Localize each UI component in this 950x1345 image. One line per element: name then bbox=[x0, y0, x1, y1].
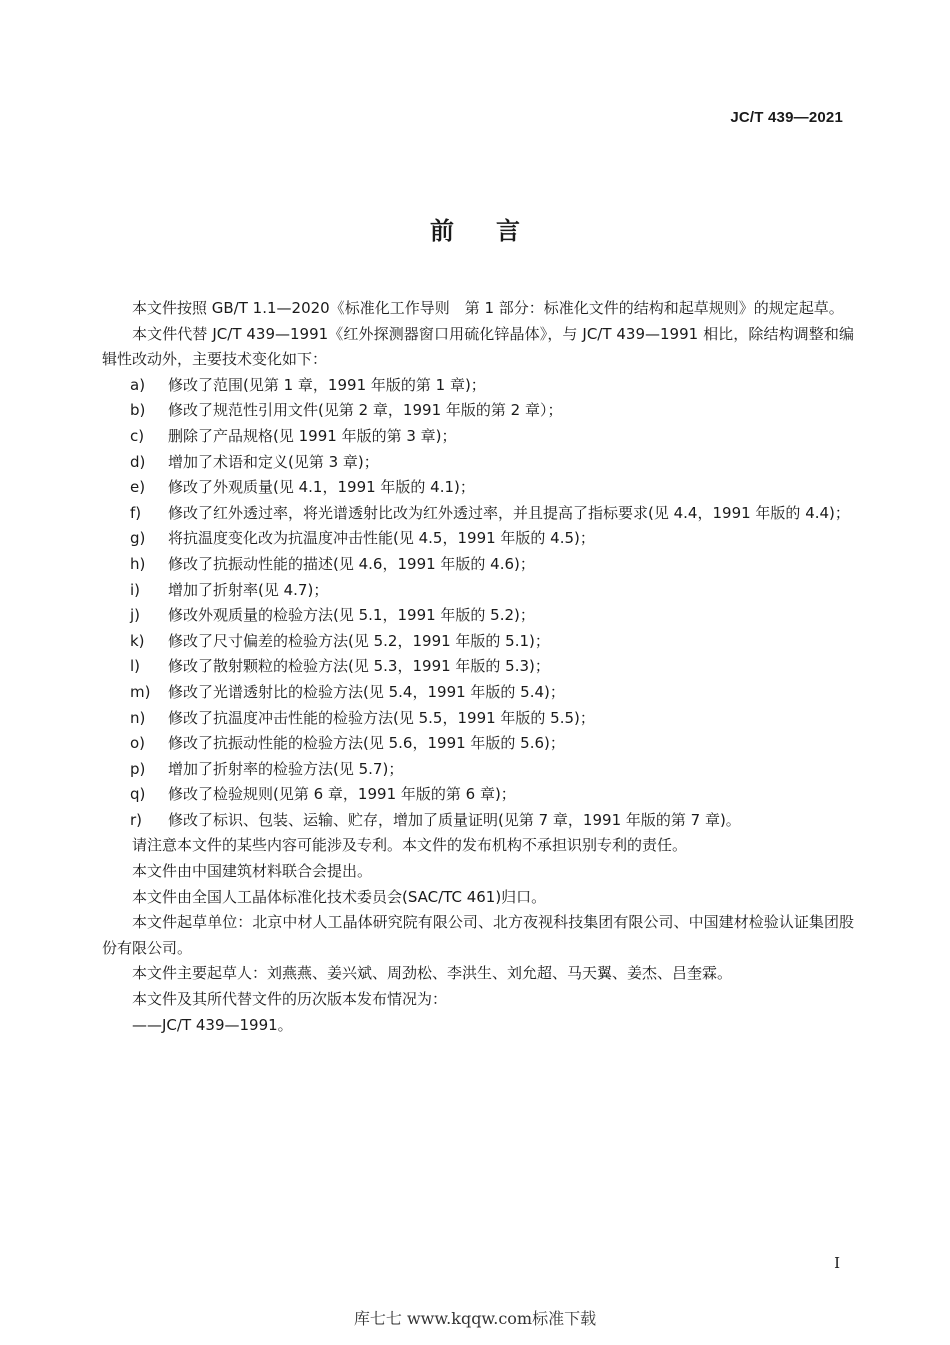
list-item bbox=[102, 731, 854, 757]
foreword-body bbox=[102, 296, 854, 1038]
list-marker: d) bbox=[130, 452, 146, 471]
list-marker: g) bbox=[130, 529, 146, 548]
list-item-text: 删除了产品规格(见 1991 年版的第 3 章)； bbox=[168, 426, 457, 445]
committee-statement: 本文件由全国人工晶体标准化技术委员会(SAC/TC 461)归口。 bbox=[132, 887, 547, 906]
intro-paragraph: 本文件按照 GB/T 1.1—2020《标准化工作导则 第 1 部分：标准化文件的结构和起草规则》的规定起草。 bbox=[132, 299, 844, 317]
list-item-text: 修改了范围(见第 1 章，1991 年版的第 1 章)； bbox=[168, 375, 486, 394]
list-marker: a) bbox=[130, 375, 146, 394]
list-item bbox=[102, 808, 854, 834]
list-item-text: 修改了光谱透射比的检验方法(见 5.4，1991 年版的 5.4)； bbox=[168, 682, 565, 701]
list-item bbox=[102, 654, 854, 680]
list-item-text: 修改了尺寸偏差的检验方法(见 5.2，1991 年版的 5.1)； bbox=[168, 631, 550, 650]
list-marker: m) bbox=[130, 682, 151, 701]
list-marker: i) bbox=[130, 580, 141, 599]
list-marker: p) bbox=[130, 759, 146, 778]
list-item-text: 修改了散射颗粒的检验方法(见 5.3，1991 年版的 5.3)； bbox=[168, 657, 550, 676]
drafting-units: 本文件起草单位：北京中材人工晶体研究院有限公司、北方夜视科技集团有限公司、中国建材检验认证集团股份有限公司。 bbox=[102, 913, 854, 957]
list-item-text: 修改了外观质量(见 4.1，1991 年版的 4.1)； bbox=[168, 478, 475, 497]
list-item bbox=[102, 629, 854, 655]
list-marker: h) bbox=[130, 554, 146, 573]
list-item-text: 修改了抗振动性能的检验方法(见 5.6，1991 年版的 5.6)； bbox=[168, 734, 565, 753]
list-item bbox=[102, 475, 854, 501]
watermark-footer: 库七七 www.kqqw.com标准下载 bbox=[353, 1309, 597, 1328]
patent-notice: 请注意本文件的某些内容可能涉及专利。本文件的发布机构不承担识别专利的责任。 bbox=[132, 836, 688, 855]
list-item-text: 增加了折射率的检验方法(见 5.7)； bbox=[168, 759, 404, 778]
list-item bbox=[102, 526, 854, 552]
version-history-intro: 本文件及其所代替文件的历次版本发布情况为： bbox=[132, 990, 448, 1009]
list-item-text: 修改了抗温度冲击性能的检验方法(见 5.5，1991 年版的 5.5)； bbox=[168, 708, 595, 727]
list-marker: l) bbox=[130, 657, 141, 676]
page-title: 前言 bbox=[430, 217, 562, 245]
proposer-statement: 本文件由中国建筑材料联合会提出。 bbox=[132, 862, 373, 881]
list-item bbox=[102, 398, 854, 424]
list-marker: o) bbox=[130, 734, 146, 753]
list-item bbox=[102, 782, 854, 808]
list-item-text: 增加了术语和定义(见第 3 章)； bbox=[168, 452, 379, 471]
list-item-text: 将抗温度变化改为抗温度冲击性能(见 4.5，1991 年版的 4.5)； bbox=[168, 529, 595, 548]
list-item-text: 修改了检验规则(见第 6 章，1991 年版的第 6 章)； bbox=[168, 785, 516, 804]
page-number: I bbox=[834, 1254, 840, 1272]
version-history-item: ——JC/T 439—1991。 bbox=[132, 1015, 293, 1034]
list-marker: k) bbox=[130, 631, 145, 650]
list-item-text: 修改外观质量的检验方法(见 5.1，1991 年版的 5.2)； bbox=[168, 606, 535, 625]
list-item bbox=[102, 373, 854, 399]
list-item-text: 修改了抗振动性能的描述(见 4.6，1991 年版的 4.6)； bbox=[168, 554, 535, 573]
list-item bbox=[102, 424, 854, 450]
list-item bbox=[102, 450, 854, 476]
list-item bbox=[102, 680, 854, 706]
list-item bbox=[102, 552, 854, 578]
list-item bbox=[102, 603, 854, 629]
list-marker: c) bbox=[130, 426, 145, 445]
list-item bbox=[102, 578, 854, 604]
list-item bbox=[102, 501, 854, 527]
list-marker: e) bbox=[130, 478, 146, 497]
list-item-text: 修改了红外透过率，将光谱透射比改为红外透过率，并且提高了指标要求(见 4.4，1991 年版的 4.4)； bbox=[168, 503, 850, 522]
list-item-text: 修改了规范性引用文件(见第 2 章，1991 年版的第 2 章）； bbox=[168, 401, 563, 420]
list-item-text: 增加了折射率(见 4.7)； bbox=[168, 580, 329, 599]
technical-changes-list bbox=[102, 373, 854, 834]
list-marker: q) bbox=[130, 785, 146, 804]
standard-code: JC/T 439—2021 bbox=[730, 109, 843, 126]
list-item-text: 修改了标识、包装、运输、贮存，增加了质量证明(见第 7 章，1991 年版的第 7 章)。 bbox=[168, 810, 741, 829]
list-marker: r) bbox=[130, 810, 143, 829]
list-marker: j) bbox=[130, 606, 141, 625]
list-item bbox=[102, 757, 854, 783]
main-drafters: 本文件主要起草人：刘燕燕、姜兴斌、周劲松、李洪生、刘允超、马天翼、姜杰、吕奎霖。 bbox=[132, 964, 733, 983]
list-marker: b) bbox=[130, 401, 146, 420]
list-marker: f) bbox=[130, 503, 142, 522]
intro-paragraph: 本文件代替 JC/T 439—1991《红外探测器窗口用硫化锌晶体》，与 JC/T 439—1991 相比，除结构调整和编辑性改动外，主要技术变化如下： bbox=[102, 324, 854, 369]
list-item bbox=[102, 706, 854, 732]
list-marker: n) bbox=[130, 708, 146, 727]
